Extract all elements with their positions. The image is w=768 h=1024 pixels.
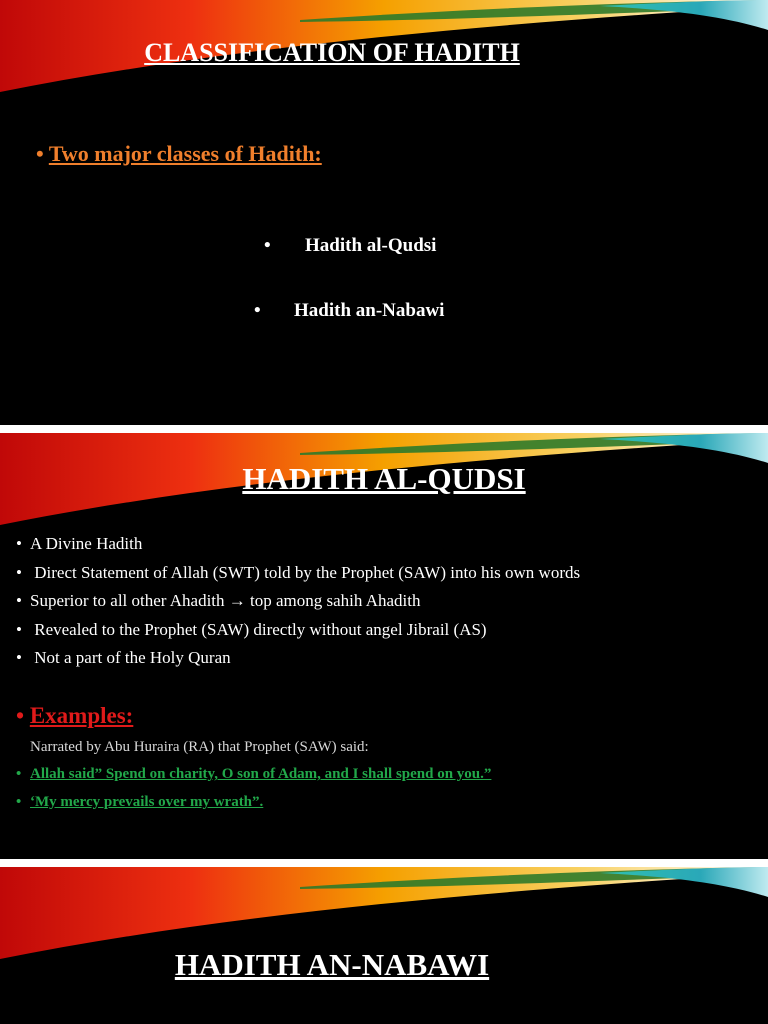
- point-text: Superior to all other Ahadith → top among sahih Ahadith: [30, 591, 421, 611]
- slide-title: CLASSIFICATION OF HADITH: [144, 38, 520, 67]
- list-item: [16, 619, 580, 648]
- bullet: •: [16, 703, 25, 728]
- slide-title: HADITH AL-QUDSI: [242, 461, 526, 496]
- class-label: Hadith an-Nabawi: [294, 300, 445, 321]
- bullet: •: [264, 235, 271, 256]
- bullet: •: [16, 794, 22, 810]
- bullet: •: [16, 591, 22, 611]
- list-item: [16, 590, 580, 619]
- bullet: •: [16, 619, 22, 639]
- list-item: [16, 533, 580, 562]
- example-item: [16, 766, 491, 783]
- heading-text: Two major classes of Hadith:: [48, 141, 322, 166]
- class-item-nabawi: [254, 300, 444, 322]
- point-text: Direct Statement of Allah (SWT) told by the Prophet (SAW) into his own words: [30, 562, 581, 582]
- examples-heading: [16, 703, 133, 729]
- major-classes-heading: [36, 141, 322, 167]
- bullet: •: [16, 534, 22, 553]
- slide-hadith-al-qudsi: [0, 433, 768, 859]
- list-item: [16, 647, 580, 676]
- example-text: Allah said” Spend on charity, O son of Adam, and I shall spend on you.”: [30, 766, 492, 782]
- slide-classification: [0, 0, 768, 425]
- bullet: •: [16, 648, 22, 668]
- slide-hadith-an-nabawi: [0, 867, 768, 1024]
- bullet: •: [16, 562, 22, 582]
- bullet: •: [16, 766, 22, 782]
- example-item: [16, 794, 263, 811]
- example-text: ‘My mercy prevails over my wrath”.: [30, 794, 264, 810]
- point-text: Revealed to the Prophet (SAW) directly without angel Jibrail (AS): [30, 619, 487, 639]
- bullet: •: [254, 300, 261, 321]
- point-text: A Divine Hadith: [30, 534, 143, 553]
- bullet: •: [36, 141, 44, 166]
- points-list: [16, 533, 580, 676]
- list-item: [16, 562, 580, 591]
- class-label: Hadith al-Qudsi: [305, 235, 437, 256]
- point-text: Not a part of the Holy Quran: [30, 648, 231, 668]
- slide-title: HADITH AN-NABAWI: [174, 947, 490, 982]
- narration-text: Narrated by Abu Huraira (RA) that Prophet (SAW) said:: [30, 739, 369, 755]
- heading-text: Examples:: [29, 703, 134, 728]
- class-item-qudsi: [264, 235, 436, 257]
